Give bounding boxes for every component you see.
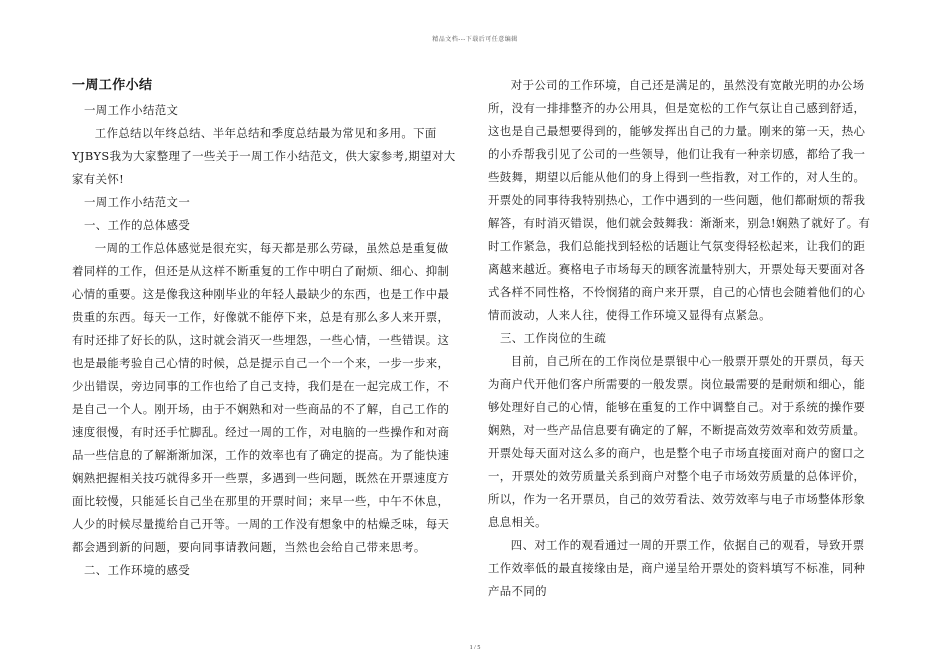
left-column (72, 74, 458, 582)
sample-heading: 一周工作小结范文一 (84, 195, 191, 209)
section-heading-3: 三、工作岗位的生疏 (500, 331, 607, 345)
page-number: 1 / 5 (469, 645, 481, 651)
section-body-2: 对于公司的工作环境，自己还是满足的，虽然没有宽敞光明的办公场所，没有一排排整齐的办公用具，但是宽松的工作气氛让自己感到舒适，这也是自己最想要得到的，能够发挥出自己的力量。刚来的第一天，热心的小乔帮我引见了公司的一些领导，他们让我有一种亲切感，都给了我一些鼓舞，期望以后能从他们的身上得到一些指教，对工作的，对人生的。开票处的同事待我特别热心，工作中遇到的一些问题，他们都耐烦的帮我解答，有时消灭错误，他们就会鼓舞我：渐渐来，别急!娴熟了就好了。有时工作紧急，我们总能找到轻松的话题让气氛变得轻松起来，让我们的距离越来越近。赛格电子市场每天的顾客流量特别大，开票处每天要面对各式各样不同性格，不怜悯猪的商户来开票，自己的心情也会随着他们的心情而波动，人来人往，使得工作环境又显得有点紧急。 (488, 78, 871, 322)
section-heading-1: 一、工作的总体感受 (84, 218, 191, 232)
section-body-3: 目前，自己所在的工作岗位是票银中心一般票开票处的开票员，每天为商户代开他们客户所需要的一般发票。岗位最需要的是耐烦和细心，能够处理好自己的心情，能够在重复的工作中调整自己。对于系统的操作要娴熟，对一些产品信息要有确定的了解，不断提高效劳效率和效劳质量。开票处每天面对这么多的商户，也是整个电子市场直接面对商户的窗口之一，开票处的效劳质量关系到商户对整个电子市场效劳质量的总体评价，所以，作为一名开票员，自己的效劳看法、效劳效率与电子市场整体形象息息相关。 (488, 354, 866, 529)
document-title: 一周工作小结 (72, 78, 153, 93)
intro-paragraph: 工作总结以年终总结、半年总结和季度总结最为常见和多用。下面YJBYS我为大家整理了一些关于一周工作小结范文，供大家参考,期望对大家有关怀! (72, 126, 456, 186)
page-header: 精品文档---下载后可任意编辑 (432, 36, 518, 43)
subtitle: 一周工作小结范文 (84, 103, 179, 117)
section-body-4: 四、对工作的观看通过一周的开票工作，依据自己的观看，导致开票工作效率低的最直接缘由是，商户递呈给开票处的资料填写不标准，同种产品不同的 (488, 538, 866, 598)
section-heading-2: 二、工作环境的感受 (84, 563, 191, 577)
right-column (488, 74, 874, 603)
section-body-1: 一周的工作总体感觉是很充实，每天都是那么劳碌，虽然总是重复做着同样的工作，但还是从这样不断重复的工作中明白了耐烦、细心、抑制心情的重要。这是像我这种刚毕业的年轻人最缺少的东西，也是工作中最贵重的东西。每天一工作，好像就不能停下来，总是有那么多人来开票，有时还排了好长的队，这时就会消灭一些埋怨，一些心情，一些错误。这也是最能考验自己心情的时候，总是提示自己一个一个来，一步一步来，少出错误，旁边同事的工作也给了自己支持，我们是在一起完成工作，不是自己一个人。刚开场，由于不娴熟和对一些商品的不了解，自己工作的速度很慢，有时还手忙脚乱。经过一周的工作，对电脑的一些操作和对商品一些信息的了解渐渐加深，工作的效率也有了确定的提高。为了能快速娴熟把握相关技巧就得多开一些票，多遇到一些问题，既然在开票速度方面比较慢，只能延长自己坐在那里的开票时间；来早一些，中午不休息，人少的时候尽量揽给自己开等。一周的工作没有想象中的枯燥乏味，每天都会遇到新的问题，要向同事请教问题，当然也会给自己带来思考。 (72, 241, 450, 554)
